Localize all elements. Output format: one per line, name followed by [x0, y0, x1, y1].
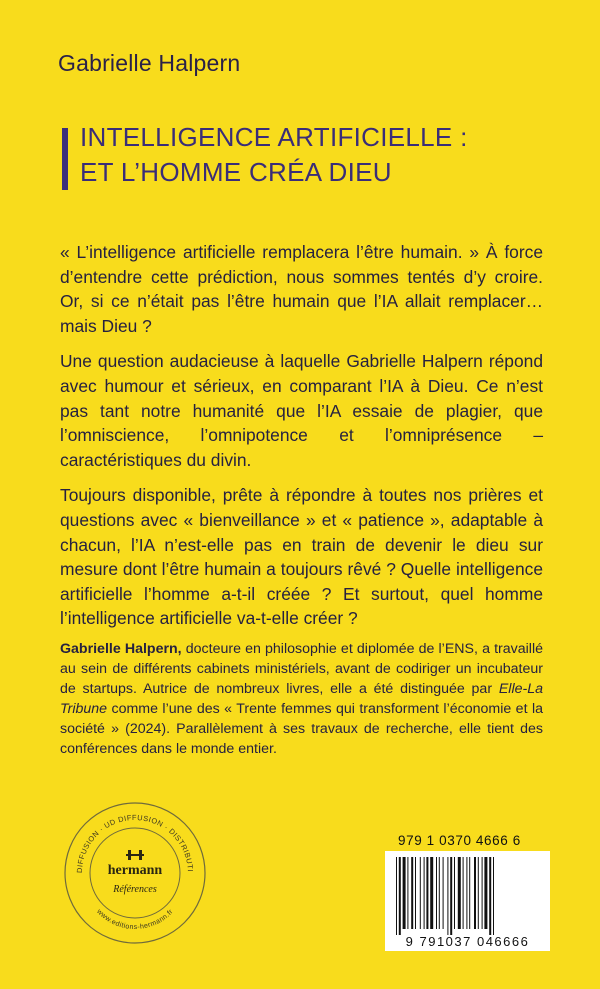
author-name: Gabrielle Halpern: [58, 50, 241, 76]
seal-graphic: [62, 800, 208, 946]
seal-url: www.editions-hermann.fr: [95, 908, 175, 932]
seal-ring-text: DIFFUSION · UD DIFFUSION · DISTRIBUTI: [74, 812, 196, 874]
blurb-paragraph-1: « L’intelligence artificielle remplacera l’être humain. » À force d’entendre cette prédiction, nous sommes tentés d’y croire. Or, si ce n’était pas l’être humain que l’IA allait remplacer… mais Dieu ?: [60, 242, 543, 336]
bio-name: Gabrielle Halpern,: [60, 641, 182, 657]
barcode: [385, 851, 550, 951]
title-accent-bar: [62, 128, 68, 190]
seal-publisher: hermann: [107, 863, 163, 878]
barcode-bars: [394, 857, 541, 935]
title-line-2: ET L’HOMME CRÉA DIEU: [80, 157, 392, 187]
svg-text:www.editions-hermann.fr: [95, 908, 175, 931]
author-bio: [60, 639, 543, 759]
blurb: [60, 240, 543, 642]
bio-text-2: comme l’une des « Trente femmes qui transforment l’économie et la société » (2024). Parallèlement à ses travaux de recherche, elle tient des conférences dans le monde entier.: [60, 701, 543, 757]
publisher-logo-icon: [126, 850, 144, 860]
title-line-1: INTELLIGENCE ARTIFICIELLE :: [80, 122, 468, 152]
publisher-seal: [62, 800, 208, 946]
isbn-label: 979 1 0370 4666 6: [398, 833, 521, 848]
blurb-paragraph-3: Toujours disponible, prête à répondre à toutes nos prières et questions avec « bienveillance » et « patience », adaptable à chacun, l’IA n’est-elle pas en train de devenir le dieu sur mesure dont l’être humain a toujours rêvé ? Quelle intelligence artificielle l’homme a-t-il créée ? Et surtout, quel homme l’intelligence artificielle va-t-elle créer ?: [60, 485, 543, 629]
barcode-digits: 9 791037 046666: [405, 934, 530, 949]
bio-text-1: docteure en philosophie et diplomée de l’ENS, a travaillé au sein de différents cabinets ministériels, avant de codiriger un incubateur de startups. Autrice de nombreux livres, elle a été distinguée par: [60, 641, 543, 697]
blurb-paragraph-2: Une question audacieuse à laquelle Gabrielle Halpern répond avec humour et sérieux, en comparant l’IA à Dieu. Ce n’est pas tant notre humanité que l’IA essaie de plagier, que l’omniscience, l’omnipotence et l’omniprésence – caractéristiques du divin.: [60, 351, 543, 470]
book-title: [80, 120, 468, 190]
bio-publication: Elle-La Tribune: [60, 681, 543, 717]
seal-collection: Références: [113, 884, 157, 895]
